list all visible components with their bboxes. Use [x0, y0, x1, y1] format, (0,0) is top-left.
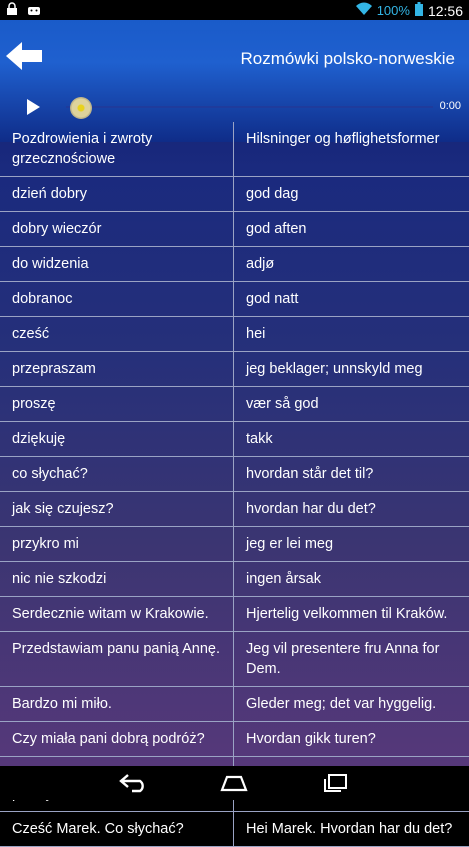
polish-phrase: cześć	[0, 317, 234, 351]
seek-handle[interactable]	[70, 97, 92, 119]
norwegian-phrase: Hei Marek. Hvordan har du det?	[246, 821, 453, 837]
polish-phrase: jak się czujesz?	[0, 492, 234, 526]
norwegian-phrase: god natt	[246, 291, 299, 307]
polish-phrase: proszę	[0, 387, 234, 421]
polish-phrase: dziękuję	[0, 422, 234, 456]
nav-back-icon	[118, 781, 148, 798]
polish-phrase: dobry wieczór	[0, 212, 234, 246]
polish-phrase: nic nie szkodzi	[0, 562, 234, 596]
time-label: 0:00	[439, 100, 461, 112]
phrase-row[interactable]	[0, 317, 469, 352]
battery-percent: 100%	[376, 3, 410, 18]
phrase-table	[0, 122, 469, 847]
phrase-row[interactable]	[0, 687, 469, 722]
norwegian-phrase: god dag	[246, 186, 299, 202]
nav-recents-button[interactable]	[320, 772, 350, 794]
norwegian-phrase: Hilsninger og høflighetsformer	[246, 131, 440, 147]
polish-phrase: Cześć Marek. Co słychać?	[0, 812, 234, 846]
lock-notification-icon	[6, 3, 18, 15]
phrase-row[interactable]	[0, 212, 469, 247]
navigation-bar	[0, 766, 469, 800]
phrase-row[interactable]	[0, 247, 469, 282]
app-window	[0, 20, 469, 837]
polish-phrase: co słychać?	[0, 457, 234, 491]
phrase-row[interactable]	[0, 597, 469, 632]
phrase-row[interactable]	[0, 122, 469, 177]
polish-phrase: przepraszam	[0, 352, 234, 386]
polish-phrase: dobranoc	[0, 282, 234, 316]
back-arrow-icon	[6, 59, 44, 76]
wifi-icon	[356, 3, 372, 18]
phrase-row[interactable]	[0, 282, 469, 317]
seek-bar[interactable]	[66, 106, 433, 108]
battery-icon	[415, 2, 423, 19]
nav-home-button[interactable]	[219, 772, 249, 794]
norwegian-phrase: Hjertelig velkommen til Kraków.	[246, 606, 448, 622]
polish-phrase: przykro mi	[0, 527, 234, 561]
norwegian-phrase: Jeg vil presentere fru Anna for Dem.	[246, 641, 440, 677]
play-icon	[25, 103, 41, 120]
norwegian-phrase: Hvordan gikk turen?	[246, 731, 376, 747]
nav-recents-icon	[320, 781, 350, 798]
page-title: Rozmówki polsko-norweskie	[240, 49, 455, 68]
phrase-row[interactable]	[0, 177, 469, 212]
norwegian-phrase: Gleder meg; det var hyggelig.	[246, 696, 437, 712]
back-button[interactable]	[6, 40, 44, 72]
nav-back-button[interactable]	[118, 772, 148, 794]
phrase-row[interactable]	[0, 387, 469, 422]
nav-home-icon	[219, 781, 249, 798]
polish-phrase: Przedstawiam panu panią Annę.	[0, 632, 234, 686]
polish-phrase: do widzenia	[0, 247, 234, 281]
status-bar	[0, 0, 469, 20]
phrase-row[interactable]	[0, 632, 469, 687]
norwegian-phrase: jeg er lei meg	[246, 536, 334, 552]
norwegian-phrase: adjø	[246, 256, 275, 272]
polish-phrase: Bardzo mi miło.	[0, 687, 234, 721]
norwegian-phrase: hvordan står det til?	[246, 466, 374, 482]
norwegian-phrase: hei	[246, 326, 266, 342]
polish-phrase: dzień dobry	[0, 177, 234, 211]
norwegian-phrase: jeg beklager; unnskyld meg	[246, 361, 423, 377]
audio-player	[0, 92, 469, 122]
polish-phrase: Czy miała pani dobrą podróż?	[0, 722, 234, 756]
phrase-row[interactable]	[0, 722, 469, 757]
norwegian-phrase: god aften	[246, 221, 307, 237]
phrase-row[interactable]	[0, 492, 469, 527]
norwegian-phrase: takk	[246, 431, 273, 447]
phrase-row[interactable]	[0, 527, 469, 562]
polish-phrase: Serdecznie witam w Krakowie.	[0, 597, 234, 631]
phrase-row[interactable]	[0, 457, 469, 492]
android-notification-icon	[27, 3, 39, 15]
play-button[interactable]	[25, 98, 41, 116]
phrase-row[interactable]	[0, 812, 469, 847]
phrase-row[interactable]	[0, 562, 469, 597]
norwegian-phrase: hvordan har du det?	[246, 501, 376, 517]
norwegian-phrase: vær så god	[246, 396, 319, 412]
phrase-row[interactable]	[0, 422, 469, 457]
norwegian-phrase: ingen årsak	[246, 571, 321, 587]
clock: 12:56	[427, 2, 463, 19]
polish-phrase: Pozdrowienia i zwroty grzecznościowe	[0, 122, 234, 176]
phrase-row[interactable]	[0, 352, 469, 387]
